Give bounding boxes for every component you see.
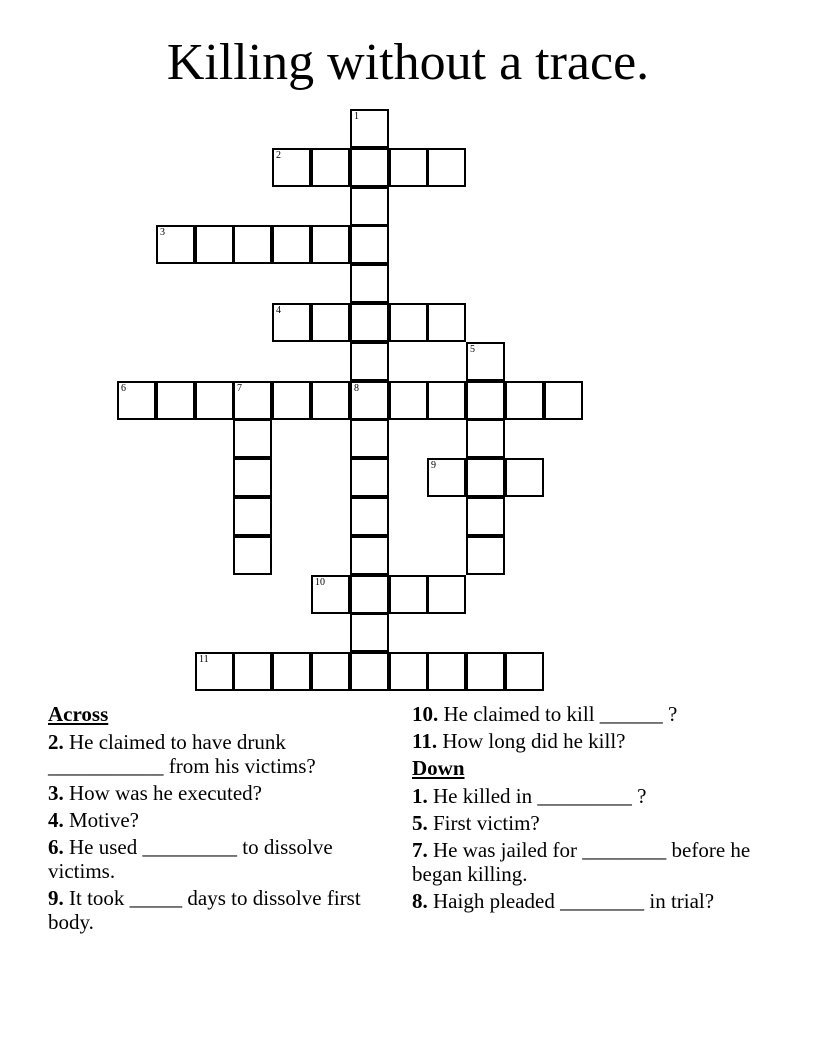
clue-column-right xyxy=(412,702,752,916)
clue-text: He was jailed for ________ before he began killing. xyxy=(412,838,751,886)
clue-number: 4. xyxy=(48,808,64,832)
crossword-cell[interactable] xyxy=(389,575,428,614)
cell-number: 7 xyxy=(237,383,242,394)
crossword-cell[interactable] xyxy=(350,187,389,226)
crossword-cell[interactable] xyxy=(350,264,389,303)
crossword-cell[interactable] xyxy=(272,225,311,264)
clue-across-3 xyxy=(48,781,388,805)
cell-number: 10 xyxy=(315,577,325,588)
crossword-cell[interactable] xyxy=(350,225,389,264)
clue-text: He claimed to have drunk ___________ from his victims? xyxy=(48,730,316,778)
crossword-cell[interactable] xyxy=(195,381,234,420)
clue-text: First victim? xyxy=(433,811,540,835)
crossword-cell[interactable] xyxy=(389,652,428,691)
clue-number: 2. xyxy=(48,730,64,754)
cell-number: 8 xyxy=(354,383,359,394)
crossword-cell[interactable] xyxy=(233,652,272,691)
clue-down-8 xyxy=(412,889,752,913)
clue-number: 1. xyxy=(412,784,428,808)
cell-number: 5 xyxy=(470,344,475,355)
crossword-cell[interactable] xyxy=(233,381,272,420)
crossword-cell[interactable] xyxy=(350,497,389,536)
crossword-cell[interactable] xyxy=(350,381,389,420)
clue-text: How long did he kill? xyxy=(442,729,626,753)
clue-column-left xyxy=(48,702,388,937)
clue-number: 7. xyxy=(412,838,428,862)
crossword-cell[interactable] xyxy=(272,652,311,691)
crossword-cell[interactable] xyxy=(311,381,350,420)
crossword-cell[interactable] xyxy=(156,381,195,420)
crossword-cell[interactable] xyxy=(466,342,505,381)
crossword-cell[interactable] xyxy=(233,536,272,575)
crossword-cell[interactable] xyxy=(117,381,156,420)
crossword-cell[interactable] xyxy=(350,109,389,148)
clue-text: How was he executed? xyxy=(69,781,262,805)
crossword-cell[interactable] xyxy=(466,419,505,458)
across-heading: Across xyxy=(48,702,109,726)
cell-number: 1 xyxy=(354,111,359,122)
crossword-cell[interactable] xyxy=(427,575,466,614)
clue-across-10 xyxy=(412,702,752,726)
crossword-cell[interactable] xyxy=(156,225,195,264)
crossword-cell[interactable] xyxy=(505,652,544,691)
crossword-cell[interactable] xyxy=(466,497,505,536)
crossword-cell[interactable] xyxy=(272,148,311,187)
crossword-cell[interactable] xyxy=(350,652,389,691)
crossword-cell[interactable] xyxy=(466,458,505,497)
crossword-cell[interactable] xyxy=(427,148,466,187)
clue-across-4 xyxy=(48,808,388,832)
clue-number: 9. xyxy=(48,886,64,910)
page-title: Killing without a trace. xyxy=(166,34,650,91)
crossword-cell[interactable] xyxy=(427,652,466,691)
crossword-cell[interactable] xyxy=(544,381,583,420)
crossword-cell[interactable] xyxy=(466,652,505,691)
crossword-cell[interactable] xyxy=(272,303,311,342)
crossword-cell[interactable] xyxy=(427,303,466,342)
clue-down-7 xyxy=(412,838,752,886)
crossword-cell[interactable] xyxy=(350,342,389,381)
clue-down-5 xyxy=(412,811,752,835)
crossword-cell[interactable] xyxy=(272,381,311,420)
crossword-cell[interactable] xyxy=(466,536,505,575)
clue-number: 10. xyxy=(412,702,439,726)
down-heading: Down xyxy=(412,756,465,780)
crossword-cell[interactable] xyxy=(233,225,272,264)
crossword-cell[interactable] xyxy=(427,458,466,497)
clue-text: Haigh pleaded ________ in trial? xyxy=(433,889,715,913)
crossword-cell[interactable] xyxy=(311,652,350,691)
clue-text: Motive? xyxy=(69,808,139,832)
cell-number: 6 xyxy=(121,383,126,394)
clue-text: He killed in _________ ? xyxy=(433,784,647,808)
cell-number: 11 xyxy=(199,654,209,665)
crossword-cell[interactable] xyxy=(311,148,350,187)
clue-number: 6. xyxy=(48,835,64,859)
crossword-cell[interactable] xyxy=(350,613,389,652)
cell-number: 3 xyxy=(160,227,165,238)
crossword-cell[interactable] xyxy=(350,536,389,575)
clue-across-2 xyxy=(48,730,388,778)
clue-across-9 xyxy=(48,886,388,934)
clue-text: He claimed to kill ______ ? xyxy=(443,702,678,726)
crossword-cell[interactable] xyxy=(389,381,428,420)
cell-number: 9 xyxy=(431,460,436,471)
crossword-cell[interactable] xyxy=(195,652,234,691)
crossword-cell[interactable] xyxy=(350,303,389,342)
crossword-cell[interactable] xyxy=(505,458,544,497)
clue-down-1 xyxy=(412,784,752,808)
clue-text: He used _________ to dissolve victims. xyxy=(48,835,333,883)
crossword-cell[interactable] xyxy=(311,303,350,342)
clue-number: 5. xyxy=(412,811,428,835)
clue-number: 11. xyxy=(412,729,438,753)
crossword-cell[interactable] xyxy=(195,225,234,264)
crossword-cell[interactable] xyxy=(427,381,466,420)
crossword-cell[interactable] xyxy=(233,419,272,458)
crossword-cell[interactable] xyxy=(233,458,272,497)
crossword-cell[interactable] xyxy=(466,381,505,420)
clue-across-6 xyxy=(48,835,388,883)
clue-number: 3. xyxy=(48,781,64,805)
crossword-cell[interactable] xyxy=(311,225,350,264)
crossword-cell[interactable] xyxy=(350,575,389,614)
crossword-cell[interactable] xyxy=(350,148,389,187)
cell-number: 4 xyxy=(276,305,281,316)
cell-number: 2 xyxy=(276,150,281,161)
crossword-cell[interactable] xyxy=(350,458,389,497)
clue-text: It took _____ days to dissolve first body. xyxy=(48,886,361,934)
clue-across-11 xyxy=(412,729,752,753)
crossword-cell[interactable] xyxy=(350,419,389,458)
clue-number: 8. xyxy=(412,889,428,913)
crossword-cell[interactable] xyxy=(505,381,544,420)
crossword-cell[interactable] xyxy=(233,497,272,536)
crossword-cell[interactable] xyxy=(311,575,350,614)
crossword-cell[interactable] xyxy=(389,148,428,187)
crossword-cell[interactable] xyxy=(389,303,428,342)
